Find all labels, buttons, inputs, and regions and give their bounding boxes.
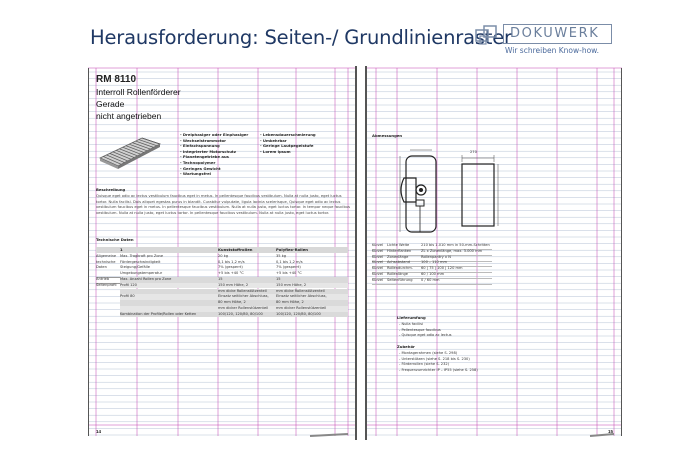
table-cell: mm dicke Rollenstützenteil (218, 288, 267, 293)
delivery-item: - Pellentesque faucibus (399, 327, 441, 332)
table-cell: mm dicker Rollenstützenteil (276, 306, 327, 310)
table-cell: +5 bis +40 °C (218, 271, 244, 276)
table-cell: Antrieb (96, 277, 110, 281)
table-cell: Einsatz seitlicher Abschluss, (276, 294, 327, 299)
table-cell: 15 (218, 277, 223, 281)
slide-title: Herausforderung: Seiten-/ Grundlinienraster (90, 26, 512, 49)
logo-tagline: Wir schreiben Know-how. (505, 46, 599, 55)
spec-label: Rollendurchm. (387, 266, 413, 271)
subtitle-line-3: nicht angetrieben (96, 111, 162, 121)
feature-item: - Wartungsfrei (180, 171, 211, 177)
table-cell: 100/120, 120/80, 80/100 (276, 311, 321, 316)
feature-item: - Geringe Lautpegelstufe (260, 143, 314, 149)
accessory-item: - Förderrollen (siehe S. 232) (399, 362, 450, 367)
accessory-item: - Unterstützen (siehe S. 218 bis S. 230) (399, 356, 470, 361)
table-header-cell: Polyflex-Rollen (276, 247, 308, 252)
table-cell: Steigung/Gefälle (120, 265, 150, 270)
table-cell: 0,1 bis 1,2 m/s (218, 259, 245, 264)
table-header-cell: Kunststoffrollen (218, 247, 253, 252)
table-cell: +5 bis +40 °C (276, 271, 302, 276)
spec-label: Zonenlänge (387, 254, 409, 259)
table-cell: Max. Anzahl Rollen pro Zone (120, 277, 172, 281)
table-cell: Fördergeschwindigkeit (120, 259, 161, 264)
table-cell: 80 mm Höhe, 2 (218, 300, 246, 305)
table-cell: Seitenprofil (96, 282, 117, 287)
spec-separator (372, 284, 492, 285)
table-cell: Umgebungstemperatur (120, 271, 163, 276)
spec-abbrev: Kürzel (372, 277, 384, 282)
subtitle-line-2: Gerade (96, 99, 125, 109)
spec-abbrev: Kürzel (372, 272, 384, 276)
table-cell: 150 mm Höhe, 2 (276, 282, 307, 287)
dimension-drawing (380, 142, 520, 242)
table-cell: 20 kg (218, 253, 229, 258)
spec-label: Rollenlänge (387, 272, 408, 276)
table-cell: 80 mm Höhe, 2 (276, 300, 304, 305)
spec-abbrev: Kürzel (372, 243, 384, 247)
feature-item: - Lorem ipsum (260, 148, 291, 154)
logo-wordmark: DOKUWERK (503, 24, 612, 44)
description-heading: Beschreibung (96, 187, 126, 192)
description-text: Quisque eget odio ac lectus vestibulum faucibus eget in metus. In pellentesque faucibus vestibulum. Nulla at nulla justo, eget luctus tortor. Nulla facilisi. Duis aliquet egestas purus in blandit. Curabitur vulputate, ligula lacinia scelerisque, Quisque eget odio ac lectus vestibulum faucibus eget in metus. In pellentesque faucibus vestibulum. Nulla at nulla justo, eget luctus tortor. In tempor neque faucibus vestibulum. Nulla at nulla justo, eget luctus tortor. In pellentesque faucibus vestibulum. Nulla at nulla justo, eget luctus tortor. (96, 194, 351, 215)
delivery-item: - Nulla facilisi (399, 322, 424, 326)
spec-label: Achsabstand (387, 260, 411, 265)
table-cell: 100/120, 120/80, 80/100 (218, 311, 263, 316)
table-cell: 35 kg (276, 253, 287, 258)
spec-label: Lichte Weite (387, 243, 410, 247)
feature-item: - Lebensdauerschmierung (260, 132, 316, 137)
feature-item: - Integrierter Motorschutz (180, 148, 236, 154)
accessory-item: - Frequenzumrichter IP – IP55 (siehe S. 258) (399, 367, 478, 372)
spec-value: 100 – 110 mm (421, 260, 447, 265)
subtitle-line-1: Interroll Rollenförderer (96, 87, 181, 97)
dimensions-heading: Abmessungen (372, 133, 403, 138)
table-cell: Profil 120 (120, 282, 137, 287)
table-cell: Kombination der Profile/Rollen oder Ketten (120, 311, 197, 316)
table-cell: Allgemeine (96, 253, 117, 258)
table-cell: Profil 80 (120, 294, 135, 299)
table-cell: technische (96, 259, 116, 264)
accessories-heading: Zubehör (397, 344, 415, 349)
table-cell: Einsatz seitlicher Abschluss, (218, 294, 269, 299)
spec-label: Hinterflanken (387, 248, 412, 253)
accessory-item: - Montagerahmen (siehe S. 298) (399, 351, 458, 355)
spec-value: Rollenpantry x N (421, 254, 451, 259)
table-cell: 7% (gesperrt) (218, 265, 243, 270)
table-cell: 0,1 bis 1,2 m/s (276, 259, 303, 264)
page-corner-mark (310, 434, 348, 436)
feature-item: - Planetengetriebe aus (180, 154, 229, 160)
table-cell: 7% (gesperrt) (276, 265, 301, 270)
table-cell: mm dicke Rollenstützenteil (276, 288, 325, 293)
feature-item: - Umkehrbar (260, 137, 287, 143)
delivery-heading: Lieferumfang (397, 315, 426, 320)
spec-value: 0 / 60 mm (421, 277, 440, 282)
table-cell: Daten (96, 265, 107, 270)
dimension-label: 270 (470, 150, 477, 154)
table-cell: 150 mm Höhe, 2 (218, 282, 249, 287)
table-cell: 15 (276, 277, 281, 281)
feature-item: - Geringes Gewicht (180, 165, 221, 171)
book-spread (80, 64, 632, 442)
dokuwerk-logo-icon (474, 24, 500, 46)
spec-value: 60 / 100 mm (421, 272, 445, 276)
spec-value: ZL x Zonenlänge, max. 3.000 mm (421, 248, 483, 253)
spine-right (365, 66, 367, 440)
roller-conveyor-image (98, 132, 162, 172)
spec-abbrev: Kürzel (372, 254, 384, 259)
table-cell: mm dicker Rollenstützenteil (218, 306, 269, 310)
spec-label: Seitenführung (387, 277, 413, 282)
spec-abbrev: Kürzel (372, 260, 384, 265)
feature-item: - Dreiphasiger oder Einphasiger (180, 132, 249, 137)
spec-abbrev: Kürzel (372, 248, 384, 253)
feature-item: - Wechselstrommotor (180, 137, 226, 143)
spec-value: 60 | 75 | 100 | 120 mm (421, 266, 463, 271)
left-page-edge (88, 68, 89, 436)
spec-abbrev: Kürzel (372, 266, 384, 271)
table-cell: Max. Tragkraft pro Zone (120, 253, 164, 258)
spec-value: 210 bis 1.010 mm in 50-mm-Schritten (421, 243, 490, 247)
right-page-number: 15 (608, 429, 614, 434)
feature-item: - Technopolymer (180, 160, 216, 165)
delivery-item: - Quisque eget odio ac lectus (399, 333, 452, 338)
tech-heading: Technische Daten (96, 237, 134, 242)
feature-item: - Einfachspannung (180, 143, 220, 149)
spine-left (355, 66, 357, 440)
left-page-number: 14 (96, 429, 102, 434)
table-header-cell: 1 (120, 247, 123, 252)
product-title: RM 8110 (96, 74, 137, 85)
right-page-edge (621, 68, 622, 436)
